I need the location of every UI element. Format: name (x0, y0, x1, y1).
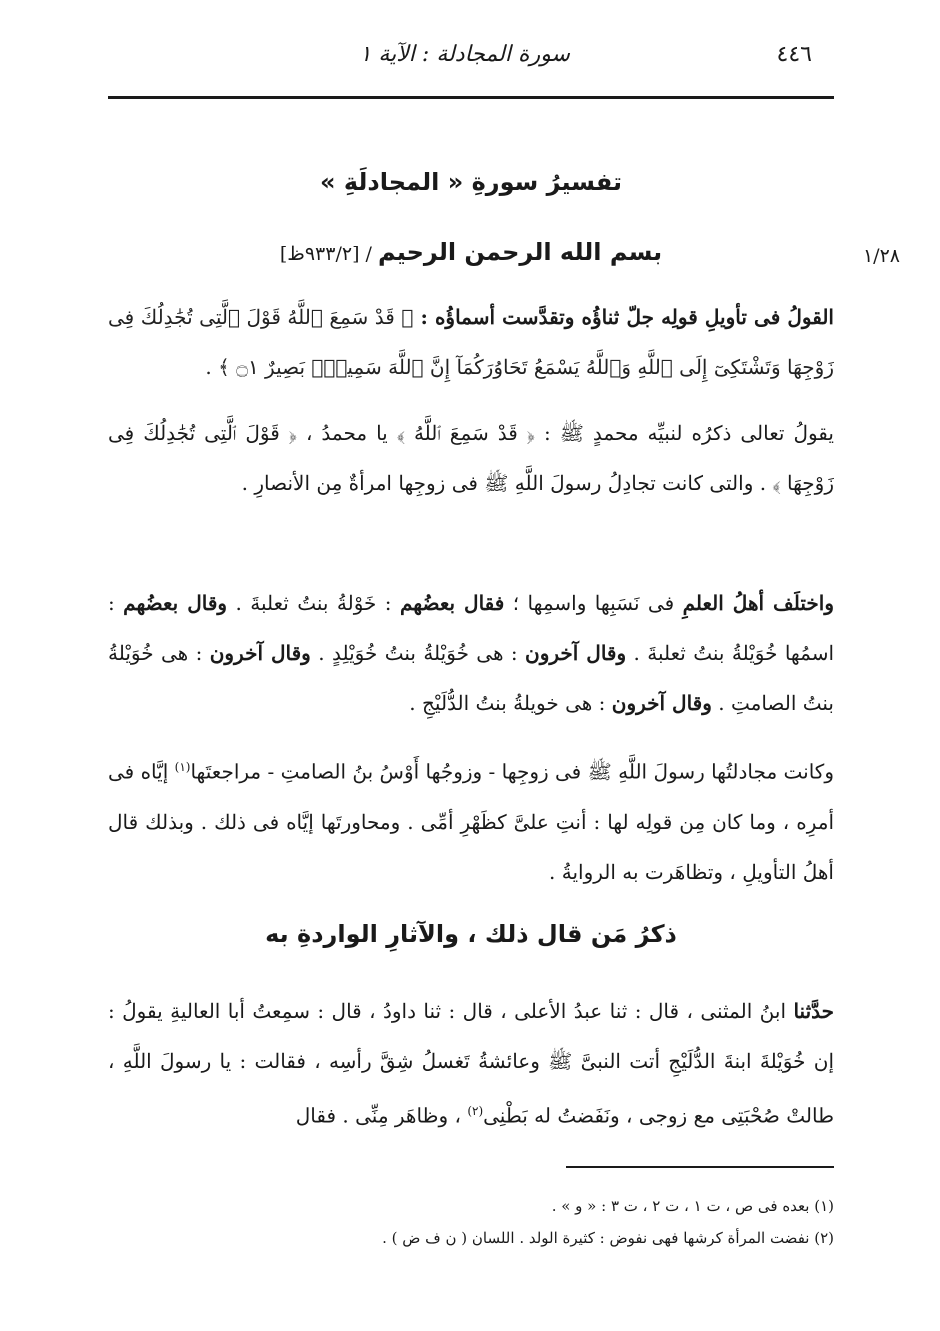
text-run: : هى خُوَيْلةُ بنتُ الصامتِ . (108, 641, 834, 715)
footnote-rule (566, 1166, 834, 1168)
surah-title: تفسيرُ سورةِ « المجادلَةِ » (319, 168, 622, 196)
bold-phrase: وقال بعضُهم (123, 591, 228, 615)
bold-phrase: واختلَف أهلُ العلمِ (682, 591, 834, 615)
header-rule (108, 96, 834, 99)
bold-phrase: وقال آخرون (611, 691, 712, 715)
running-head: سورة المجادلة : الآية ١ (359, 42, 570, 67)
footnote-marker: (١) (174, 760, 191, 774)
margin-note: ١/٢٨ (862, 245, 900, 267)
text-run: : خَوْلةُ بنتُ ثعلبةَ . (227, 591, 400, 615)
section-heading: ذكرُ مَن قال ذلك ، والآثارِ الواردةِ به (265, 920, 677, 948)
paragraph-hadith (108, 986, 834, 1141)
paragraph-verse-intro (108, 292, 834, 392)
paragraph-dispute (108, 742, 834, 897)
text-run: : هى خُوَيْلةُ بنتُ خُوَيْلِدٍ . (310, 641, 526, 665)
paragraph-disagreement (108, 578, 834, 728)
text-run: : هى خويلةُ بنتُ الدُّلَيْجِ . (409, 691, 612, 715)
text-run: : اسمُها خُوَيْلةُ بنتُ ثعلبةَ . (108, 591, 835, 665)
text-run: ، وظاهَر مِنِّى . فقال (295, 1103, 468, 1128)
bold-phrase: وقال آخرون (525, 641, 627, 665)
basmala-line (108, 238, 834, 266)
footnote-1: (١) بعده فى ص ، ت ١ ، ت ٢ ، ت ٣ : « و » . (551, 1197, 834, 1215)
page-number: ٤٤٦ (776, 42, 812, 67)
text-run: فى نَسَبِها واسمِها ؛ (504, 591, 683, 615)
text-run: إيَّاه فى أمرِه ، وما كان مِن قولِه لها : أنتِ علىَّ كظَهْرِ أمِّى . ومحاورتَها إيَّاه فى ذلك . وبذلك قال أهلُ التأويلِ ، وتظاهَرت به الروايةُ . (107, 759, 834, 884)
paragraph-commentary: يقولُ تعالى ذكرُه لنبيِّه محمدٍ ﷺ : ﴿ قَدْ سَمِعَ ٱللَّهُ ﴾ يا محمدُ ، ﴿ قَوْلَ ٱلَّتِى تُجَٰدِلُكَ فِى زَوْجِهَا ﴾ . والتى كانت تجادِلُ رسولَ اللَّهِ ﷺ فى زوجِها امرأةٌ مِن الأنصارِ . (108, 421, 834, 495)
footnote-2: (٢) نفضت المرأة كرشها فهى نفوض : كثيرة الولد . اللسان ( ن ف ض ) . (382, 1229, 834, 1247)
text-run: ابنُ المثنى ، قال : ثنا عبدُ الأعلى ، قال : ثنا داودُ ، قال : سمِعتُ أبا العاليةِ يقولُ : إن خُوَيْلةَ ابنةَ الدُّلَيْجِ أتت النبىَّ ﷺ وعائشةُ تَغسلُ شِقَّ رأسِه ، فقالت : يا رسولَ اللَّهِ ، طالتْ صُحْبَتِى مع زوجى ، ونَفَضتُ له بَطْنِى (108, 999, 834, 1128)
bold-phrase: فقال بعضُهم (399, 591, 505, 615)
verse-quote: ﴿ قَدْ سَمِعَ ٱللَّهُ قَوْلَ ٱلَّتِى تُجَٰدِلُكَ فِى زَوْجِهَا وَتَشْتَكِىٓ إِلَى ٱللَّهِ وَٱللَّهُ يَسْمَعُ تَحَاوُرَكُمَآ إِنَّ ٱللَّهَ سَمِيعٌۢ بَصِيرٌ ۝١ ﴾ . (108, 305, 834, 379)
manuscript-ref: / [٩٣٣/٢ظ] (279, 243, 372, 265)
footnote-marker: (٢) (467, 1104, 484, 1118)
verse-intro-lead: القولُ فى تأويلِ قولِه جلّ ثناؤُه وتقدَّست أسماؤُه : (413, 305, 834, 329)
text-run: وكانت مجادلتُها رسولَ اللَّهِ ﷺ فى زوجِها - وزوجُها أَوْسُ بنُ الصامتِ - مراجعتَها (190, 759, 834, 784)
basmala: بسم الله الرحمن الرحيم (377, 238, 663, 266)
bold-phrase: وقال آخرون (209, 641, 311, 665)
bold-phrase: حدَّثنا (793, 999, 834, 1023)
footnotes (108, 1190, 834, 1254)
